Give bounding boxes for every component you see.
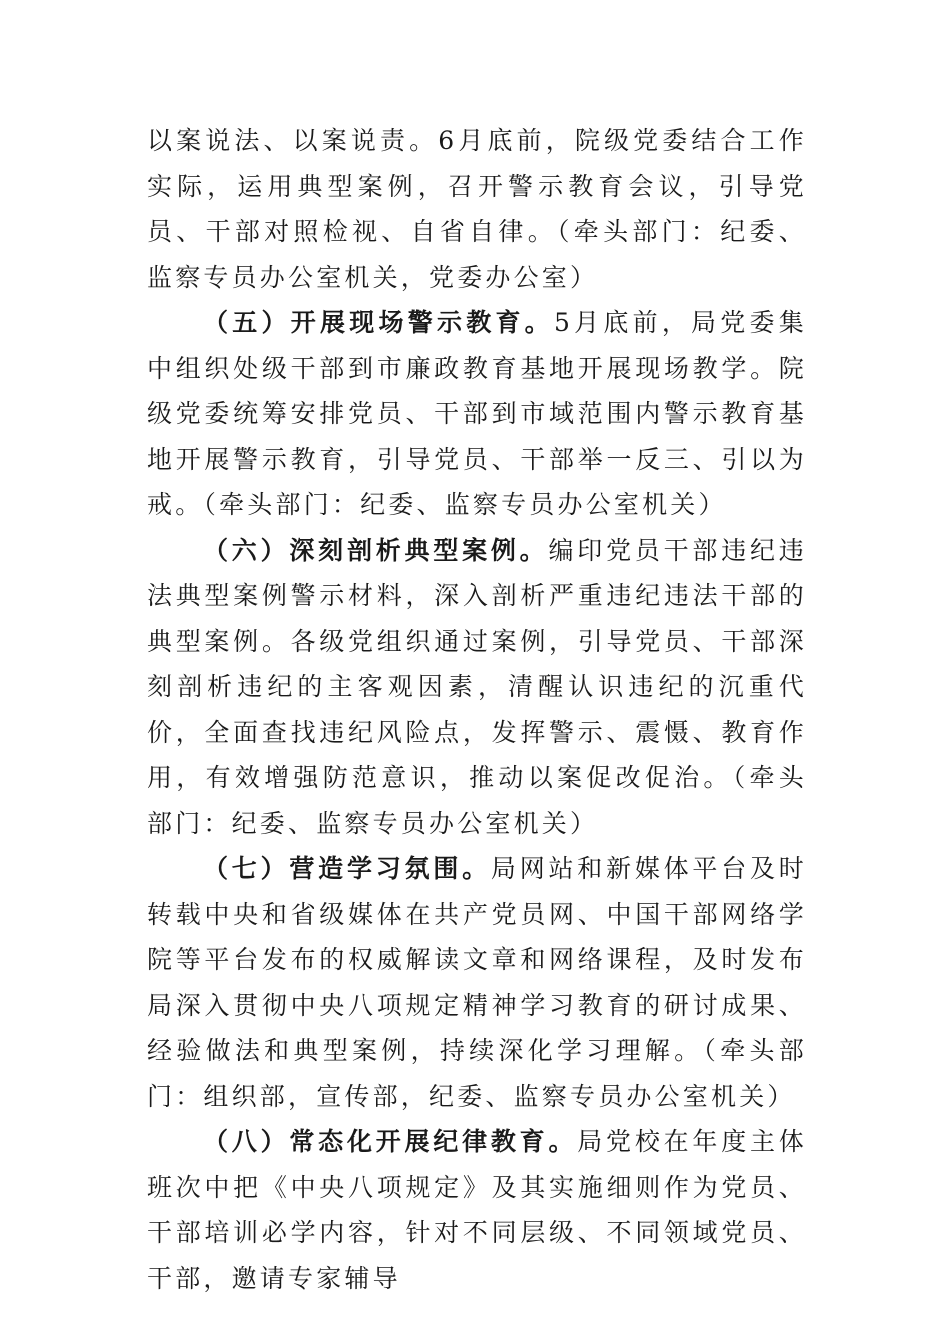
paragraph-continuation xyxy=(147,118,807,300)
paragraph-section-7 xyxy=(147,846,807,1119)
paragraph-text: 5月底前，局党委集中组织处级干部到市廉政教育基地开展现场教学。院级党委统筹安排党员、干部到市域范围内警示教育基地开展警示教育，引导党员、干部举一反三、引以为戒。（牵头部门：纪委、监察专员办公室机关） xyxy=(147,308,807,519)
section-heading: （六）深刻剖析典型案例。 xyxy=(203,535,549,565)
section-heading: （七）营造学习氛围。 xyxy=(203,854,491,883)
paragraph-text: 局网站和新媒体平台及时转载中央和省级媒体在共产党员网、中国干部网络学院等平台发布的权威解读文章和网络课程，及时发布局深入贯彻中央八项规定精神学习教育的研讨成果、经验做法和典型案例，持续深化学习理解。（牵头部门：组织部，宣传部，纪委、监察专员办公室机关） xyxy=(147,854,807,1111)
paragraph-text: 以案说法、以案说责。6月底前，院级党委结合工作实际，运用典型案例，召开警示教育会议，引导党员、干部对照检视、自省自律。（牵头部门：纪委、监察专员办公室机关，党委办公室） xyxy=(147,126,807,292)
paragraph-section-5 xyxy=(147,300,807,528)
paragraph-section-8 xyxy=(147,1119,807,1301)
section-heading: （五）开展现场警示教育。 xyxy=(203,308,554,337)
paragraph-text: 局党校在年度主体班次中把《中央八项规定》及其实施细则作为党员、干部培训必学内容，针对不同层级、不同领域党员、干部，邀请专家辅导 xyxy=(147,1127,807,1293)
paragraph-text: 编印党员干部违纪违法典型案例警示材料，深入剖析严重违纪违法干部的典型案例。各级党组织通过案例，引导党员、干部深刻剖析违纪的主客观因素，清醒认识违纪的沉重代价，全面查找违纪风险点，发挥警示、震慑、教育作用，有效增强防范意识，推动以案促改促治。（牵头部门：纪委、监察专员办公室机关） xyxy=(147,535,807,838)
document-body xyxy=(147,118,807,1301)
section-heading: （八）常态化开展纪律教育。 xyxy=(203,1127,578,1156)
paragraph-section-6 xyxy=(147,528,807,847)
